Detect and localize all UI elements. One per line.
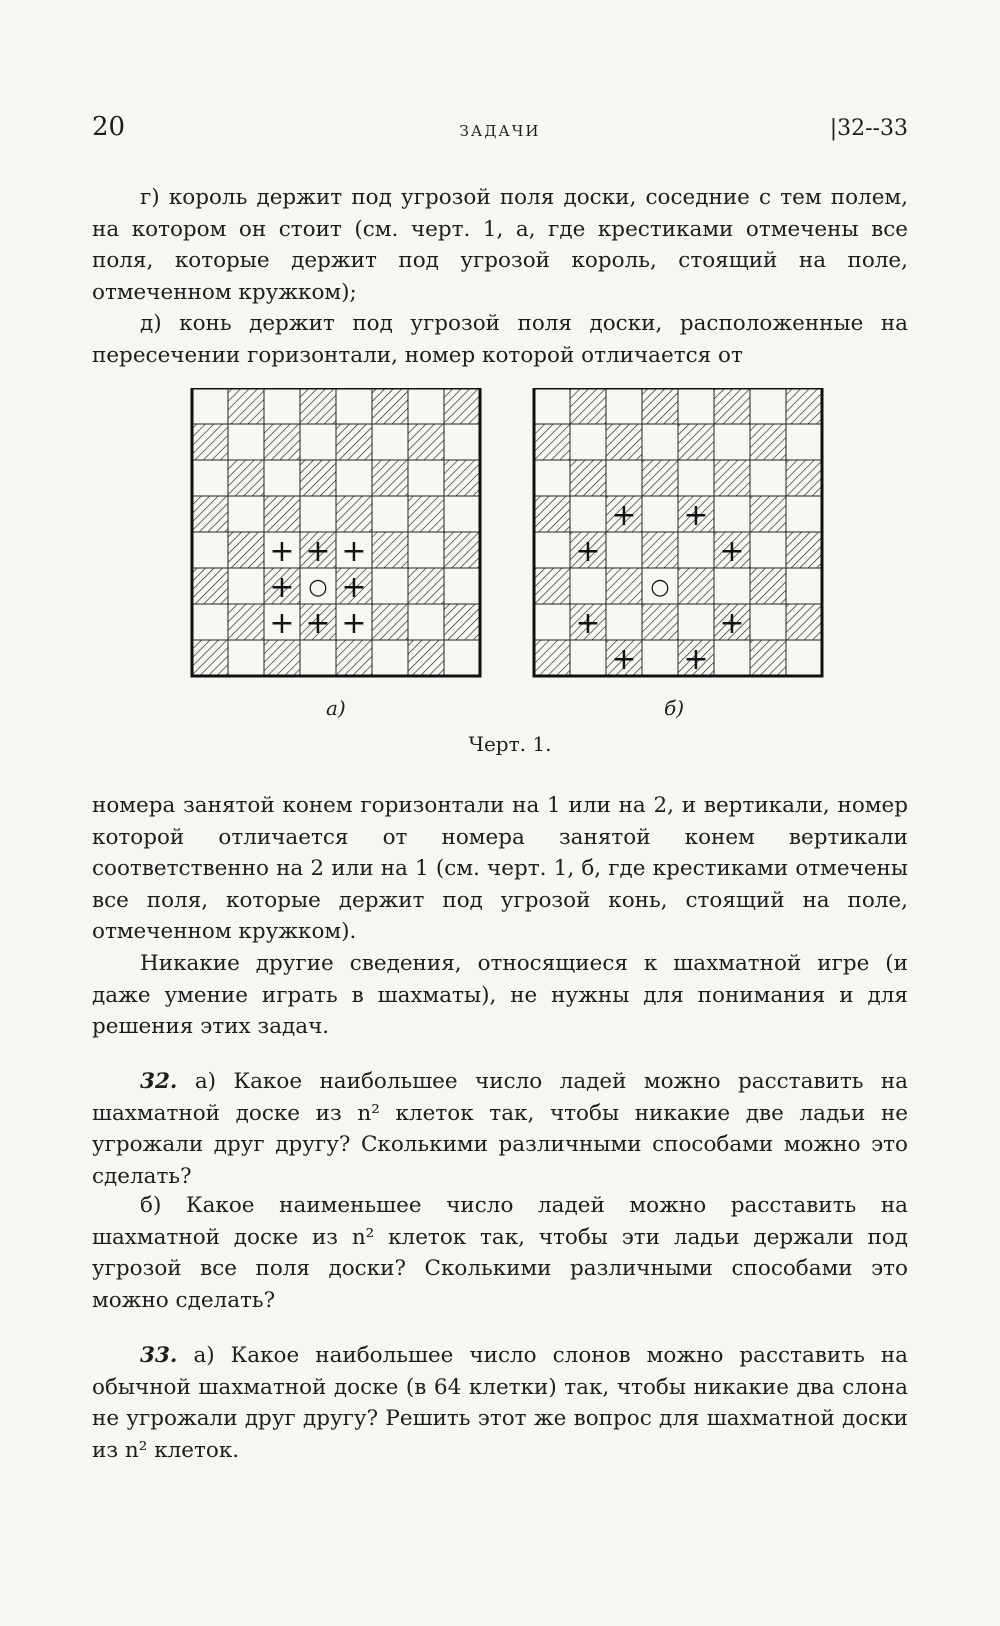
board-square: [372, 460, 408, 496]
board-square: [606, 568, 642, 604]
board-square: [372, 568, 408, 604]
board-square: [750, 532, 786, 568]
board-square: [264, 496, 300, 532]
cross-mark: +: [269, 533, 295, 569]
board-square: [192, 388, 228, 424]
board-square: [264, 640, 300, 676]
board-square: [678, 568, 714, 604]
board-square: [678, 424, 714, 460]
board-square: [228, 568, 264, 604]
board-square: [714, 640, 750, 676]
chessboards: [190, 388, 830, 698]
board-square: [192, 604, 228, 640]
board-square: [408, 532, 444, 568]
board-square: [714, 568, 750, 604]
board-square: [642, 640, 678, 676]
paragraph-knight: д) конь держит под угрозой поля доски, расположенные на пересечении горизонтали, номер которой отличается от: [92, 311, 908, 368]
board-square: [300, 388, 336, 424]
board-square: [372, 496, 408, 532]
board-square: [534, 568, 570, 604]
board-square: [336, 460, 372, 496]
board-square: [750, 388, 786, 424]
cross-mark: +: [719, 605, 745, 641]
board-square: [570, 460, 606, 496]
cross-mark: +: [305, 533, 331, 569]
board-square: [192, 460, 228, 496]
board-square: [444, 460, 480, 496]
board-square: [750, 604, 786, 640]
board-square: [606, 424, 642, 460]
board-square: [444, 424, 480, 460]
board-square: [714, 496, 750, 532]
board-square: [336, 388, 372, 424]
board-square: [534, 604, 570, 640]
board-square: [642, 388, 678, 424]
board-square: [192, 640, 228, 676]
board-square: [534, 640, 570, 676]
paragraph-note: Никакие другие сведения, относящиеся к шахматной игре (и даже умение играть в шахматы), не нужны для понимания и для решения этих задач.: [92, 951, 908, 1039]
board-square: [786, 640, 822, 676]
board-square: [570, 568, 606, 604]
board-square: [534, 496, 570, 532]
board-square: [444, 640, 480, 676]
board-square: [372, 388, 408, 424]
cross-mark: +: [575, 605, 601, 641]
cross-mark: +: [683, 497, 709, 533]
piece-circle: ○: [308, 574, 328, 600]
board-square: [534, 388, 570, 424]
board-square: [264, 460, 300, 496]
board-square: [444, 568, 480, 604]
board-square: [408, 496, 444, 532]
page-number: 20: [92, 112, 126, 142]
running-head: [92, 112, 908, 152]
board-square: [336, 496, 372, 532]
board-square: [750, 640, 786, 676]
problem-33-a: [92, 1340, 908, 1466]
problem-32-a: [92, 1066, 908, 1192]
board-square: [570, 496, 606, 532]
board-square: [678, 460, 714, 496]
board-square: [372, 604, 408, 640]
board-square: [786, 604, 822, 640]
board-square: [714, 424, 750, 460]
cross-mark: +: [269, 569, 295, 605]
board-square: [192, 532, 228, 568]
board-square: [534, 532, 570, 568]
board-square: [228, 460, 264, 496]
board-square: [642, 532, 678, 568]
board-square: [570, 640, 606, 676]
board-square: [678, 388, 714, 424]
board-square: [264, 388, 300, 424]
piece-circle: ○: [650, 574, 670, 600]
board-square: [372, 640, 408, 676]
board-square: [786, 424, 822, 460]
board-square: [606, 460, 642, 496]
figure-caption: Черт. 1.: [468, 732, 552, 756]
board-square: [408, 604, 444, 640]
board-square: [786, 532, 822, 568]
problem-33-number: 33.: [140, 1343, 178, 1368]
cross-mark: +: [341, 569, 367, 605]
board-square: [444, 496, 480, 532]
board-square: [300, 640, 336, 676]
board-square: [786, 388, 822, 424]
board-square: [606, 532, 642, 568]
board-square: [228, 640, 264, 676]
board-a: [192, 388, 480, 676]
section-title: ЗАДАЧИ: [459, 122, 541, 140]
board-square: [750, 424, 786, 460]
board-square: [444, 532, 480, 568]
board-square: [408, 424, 444, 460]
board-square: [228, 424, 264, 460]
figure-1: [190, 388, 830, 768]
board-square: [408, 460, 444, 496]
board-square: [678, 532, 714, 568]
board-square: [714, 460, 750, 496]
board-square: [750, 460, 786, 496]
board-square: [264, 424, 300, 460]
board-b: [534, 388, 822, 677]
board-square: [642, 496, 678, 532]
figure-label-a: а): [326, 696, 346, 720]
board-square: [228, 604, 264, 640]
cross-mark: +: [683, 641, 709, 677]
board-square: [786, 460, 822, 496]
board-square: [786, 496, 822, 532]
problem-range: |32--33: [829, 116, 908, 141]
board-square: [228, 496, 264, 532]
board-square: [228, 388, 264, 424]
board-square: [642, 424, 678, 460]
board-square: [714, 388, 750, 424]
cross-mark: +: [305, 605, 331, 641]
figure-label-b: б): [664, 696, 685, 720]
board-square: [570, 388, 606, 424]
board-square: [408, 568, 444, 604]
cross-mark: +: [719, 533, 745, 569]
board-square: [444, 604, 480, 640]
board-square: [534, 424, 570, 460]
board-square: [606, 604, 642, 640]
board-square: [192, 496, 228, 532]
cross-mark: +: [341, 605, 367, 641]
cross-mark: +: [341, 533, 367, 569]
board-square: [372, 532, 408, 568]
problem-32-part-a: а) Какое наибольшее число ладей можно расставить на шахматной доске из n² клеток так, чтобы никакие две ладьи не угрожали друг другу? Сколькими различными способами можно это сделать?: [92, 1069, 908, 1189]
board-square: [300, 424, 336, 460]
board-square: [300, 496, 336, 532]
board-square: [408, 640, 444, 676]
board-square: [372, 424, 408, 460]
board-square: [750, 568, 786, 604]
board-square: [786, 568, 822, 604]
board-square: [642, 460, 678, 496]
cross-mark: +: [575, 533, 601, 569]
board-square: [192, 424, 228, 460]
cross-mark: +: [611, 641, 637, 677]
board-square: [606, 388, 642, 424]
board-square: [750, 496, 786, 532]
problem-32-part-b: б) Какое наименьшее число ладей можно расставить на шахматной доске из n² клеток так, чтобы эти ладьи держали под угрозой все поля доски? Сколькими различными способами это можно сделать?: [92, 1193, 908, 1313]
problem-33-part-a: а) Какое наибольшее число слонов можно расставить на обычной шахматной доске (в 64 клетки) так, чтобы никакие два слона не угрожали друг другу? Решить этот же вопрос для шахматной доски из n² клеток.: [92, 1343, 908, 1463]
board-square: [300, 460, 336, 496]
paragraph-king: г) король держит под угрозой поля доски, соседние с тем полем, на котором он стоит (см. черт. 1, а, где крестиками отмечены все поля, которые держит под угрозой король, стоящий на поле, отмеченном кружком);: [92, 185, 908, 305]
board-square: [408, 388, 444, 424]
problem-32-number: 32.: [140, 1069, 178, 1094]
board-square: [570, 424, 606, 460]
board-square: [444, 388, 480, 424]
board-square: [336, 424, 372, 460]
board-square: [228, 532, 264, 568]
board-square: [642, 604, 678, 640]
board-square: [336, 640, 372, 676]
cross-mark: +: [269, 605, 295, 641]
cross-mark: +: [611, 497, 637, 533]
board-square: [192, 568, 228, 604]
board-square: [678, 604, 714, 640]
paragraph-knight-cont: номера занятой конем горизонтали на 1 или на 2, и вертикали, номер которой отличается от номера занятой конем вертикали соответственно на 2 или на 1 (см. черт. 1, б, где крестиками отмечены все поля, которые держит под угрозой конь, стоящий на поле, отмеченном кружком).: [92, 793, 908, 944]
board-square: [534, 460, 570, 496]
